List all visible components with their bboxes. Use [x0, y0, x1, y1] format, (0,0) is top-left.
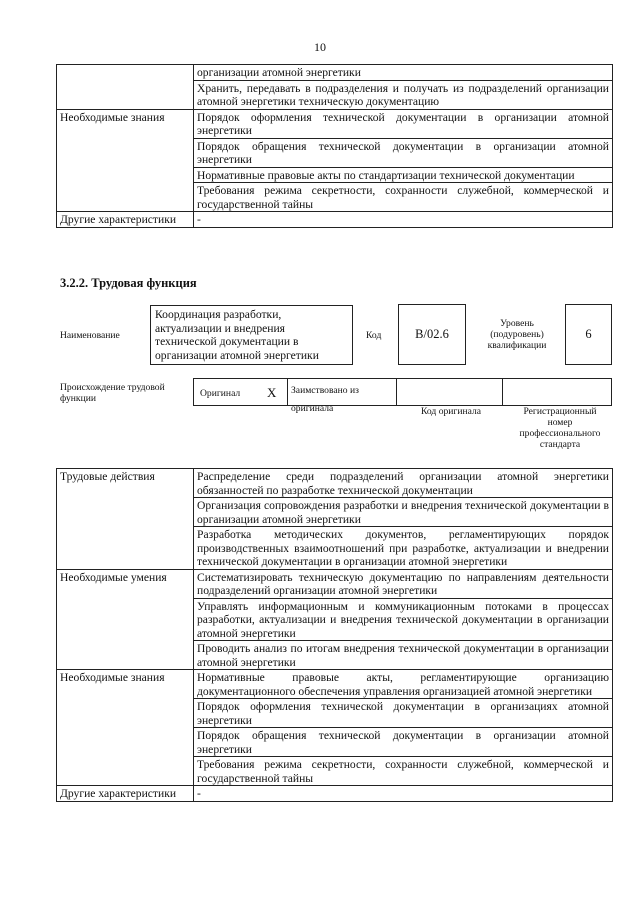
row-cell: Систематизировать техническую документацию по направлениям деятельности подразделений организации атомной энергетики	[194, 569, 613, 598]
row-cell: Организация сопровождения разработки и внедрения технической документации в организации атомной энергетики	[194, 498, 613, 527]
table-row	[57, 786, 613, 802]
row-cell: Требования режима секретности, сохранности служебной, коммерческой и государственной тайны	[194, 757, 613, 786]
row-cell: Порядок оформления технической документации в организациях атомной энергетики	[194, 699, 613, 728]
row-cell: Управлять информационным и коммуникационным потоками в процессах разработки, актуализации и внедрения технической документации в организации атомной энергетики	[194, 598, 613, 641]
function-name-value: Координация разработки, актуализации и внедрения технической документации в организации атомной энергетики	[155, 308, 319, 362]
row-cell: Хранить, передавать в подразделения и получать из подразделений организации атомной энергетики техническую документацию	[194, 80, 613, 109]
row-label: Необходимые знания	[57, 670, 194, 786]
registration-caption: Регистрационный номер профессионального стандарта	[519, 406, 601, 450]
page-number: 10	[314, 40, 326, 54]
table-row	[57, 670, 613, 699]
table-row	[57, 569, 613, 598]
code-caption: Код оригинала	[420, 406, 482, 417]
level-label: Уровень (подуровень) квалификации	[487, 318, 547, 351]
level-box	[565, 304, 612, 365]
table-row	[57, 469, 613, 498]
borrowed-box	[287, 378, 397, 414]
original-label: Оригинал	[200, 388, 241, 399]
row-cell: -	[194, 212, 613, 228]
row-label: Другие характеристики	[57, 786, 194, 802]
row-label: Другие характеристики	[57, 212, 194, 228]
row-cell: Порядок обращения технической документации в организации атомной энергетики	[194, 138, 613, 167]
code-value: B/02.6	[415, 327, 449, 341]
bottom-requirements-table	[56, 468, 613, 802]
row-label: Необходимые знания	[57, 109, 194, 212]
row-cell: -	[194, 786, 613, 802]
row-cell: Требования режима секретности, сохранности служебной, коммерческой и государственной тайны	[194, 183, 613, 212]
row-label: Необходимые умения	[57, 569, 194, 670]
code-label: Код	[366, 330, 382, 341]
original-box	[193, 378, 288, 406]
section-title: 3.2.2. Трудовая функция	[60, 276, 197, 290]
row-cell: Порядок обращения технической документации в организации атомной энергетики	[194, 728, 613, 757]
table-row	[57, 109, 613, 138]
code-box	[398, 304, 466, 365]
row-label: Трудовые действия	[57, 469, 194, 570]
original-code-box	[396, 378, 503, 406]
borrowed-label: Заимствовано из оригинала	[291, 385, 359, 414]
row-cell: Проводить анализ по итогам внедрения технической документации в организации атомной энергетики	[194, 641, 613, 670]
table-row	[57, 212, 613, 228]
row-cell: Нормативные правовые акты по стандартизации технической документации	[194, 167, 613, 183]
row-cell: Разработка методических документов, регламентирующих порядок производственных взаимоотношений при разработке, актуализации и внедрении технической документации в организации атомной энергетики	[194, 527, 613, 570]
name-label: Наименование	[60, 330, 120, 341]
origin-label: Происхождение трудовой функции	[60, 382, 165, 404]
row-cell: организации атомной энергетики	[194, 65, 613, 81]
row-cell: Нормативные правовые акты, регламентирующие организацию документационного обеспечения управления организацией атомной энергетики	[194, 670, 613, 699]
top-requirements-table	[56, 64, 613, 228]
row-label	[57, 65, 194, 110]
registration-number-box	[502, 378, 612, 406]
level-value: 6	[585, 327, 592, 341]
function-name-box	[150, 305, 353, 365]
table-row	[57, 65, 613, 81]
row-cell: Распределение среди подразделений организации атомной энергетики обязанностей по разработке технической документации	[194, 469, 613, 498]
original-mark: X	[267, 385, 277, 400]
row-cell: Порядок оформления технической документации в организации атомной энергетики	[194, 109, 613, 138]
